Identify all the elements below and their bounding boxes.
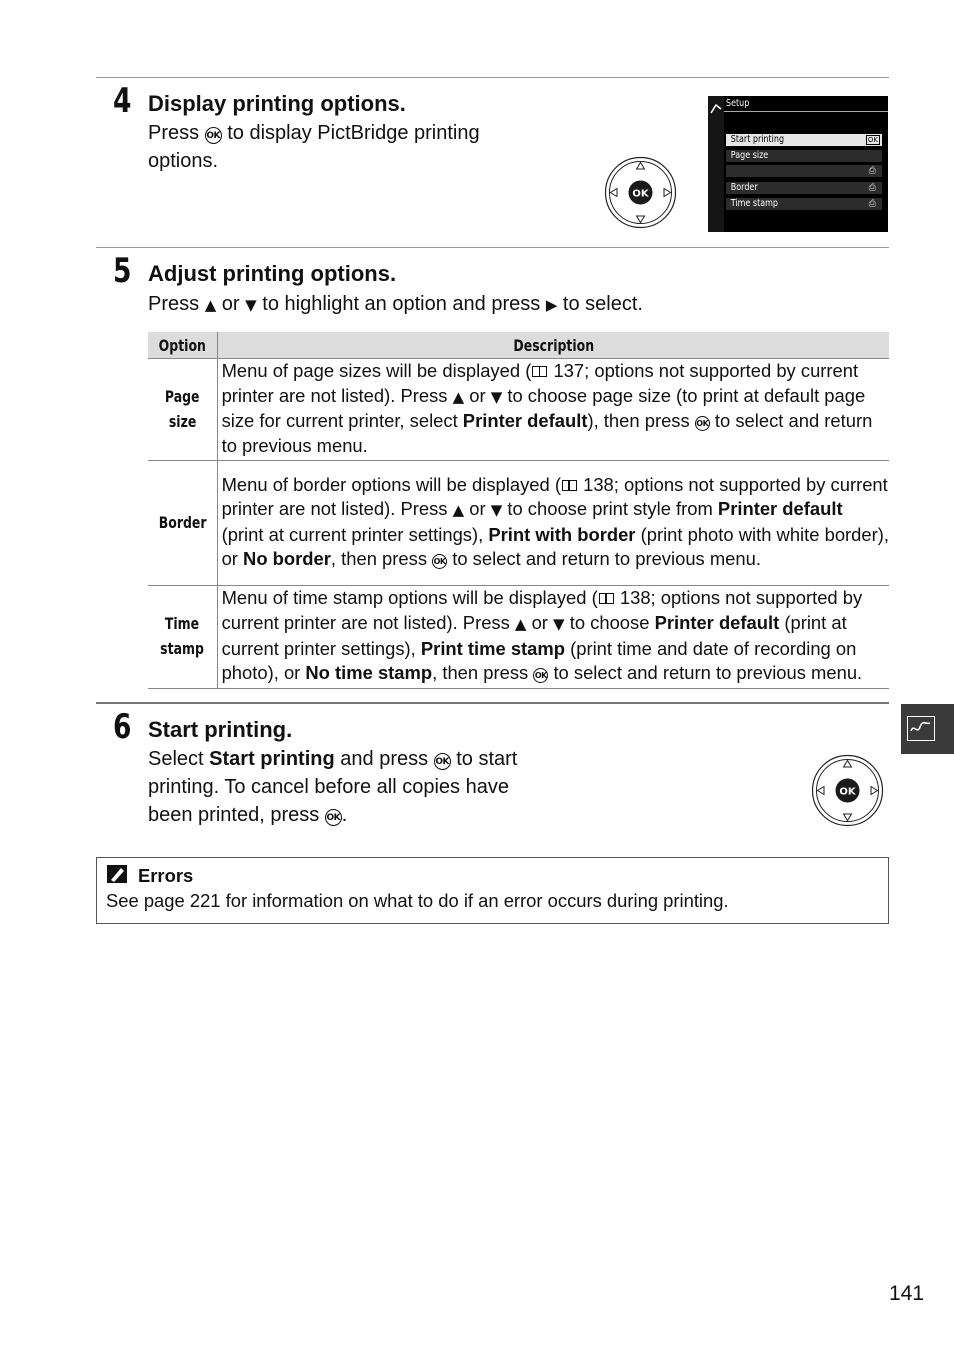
page-reference-icon [532,366,547,377]
svg-text:OK: OK [839,786,856,798]
ok-button-icon: OK [695,416,710,431]
ok-button-icon: OK [533,668,548,683]
up-arrow-icon: ▲ [452,501,465,520]
ok-button-icon: OK [432,554,447,569]
print-setting-icon: ⎙ [868,199,876,209]
section-divider [96,247,889,248]
step-title: Start printing. [148,717,293,742]
table-row [148,461,889,586]
page-reference-icon [599,593,614,604]
up-arrow-icon: ▲ [514,614,527,633]
camera-menu-header: Setup [726,98,750,109]
camera-menu-row: Page size [726,150,882,162]
ok-button-icon: OK [325,809,342,826]
step-body: Press ▲ or ▼ to highlight an option and press ▶ to select. [148,293,643,315]
option-name: Time stamp [148,586,217,688]
section-divider [96,702,889,704]
page-reference-icon [562,480,577,491]
page-number: 141 [889,1282,925,1305]
option-description: Menu of border options will be displayed ( 138; options not supported by current printer are not listed). Press ▲ or ▼ to choose print style from Printer default (print at current printer settings), Print with border (print photo with white border), or No border, then press OK to select and return to previous menu. [217,461,889,586]
table-row [148,359,889,461]
multi-selector-icon [604,156,677,229]
down-arrow-icon: ▼ [490,501,503,520]
up-arrow-icon: ▲ [452,387,465,406]
setup-menu-icon [708,100,724,116]
note-pencil-icon [107,865,127,883]
down-arrow-icon: ▼ [490,387,503,406]
svg-text:OK: OK [632,188,649,200]
table-row [148,586,889,688]
table-header-row [148,332,889,359]
ok-badge: OK [867,136,878,144]
errors-note [96,857,889,924]
note-body: See page 221 for information on what to do if an error occurs during printing. [106,890,729,911]
camera-menu-row: Border ⎙ [726,182,882,194]
down-arrow-icon: ▼ [245,296,257,314]
option-name: Border [148,461,217,586]
multi-selector-icon [811,754,884,827]
ok-button-icon: OK [205,127,222,144]
step-number: 6 [113,707,132,747]
step-title: Display printing options. [148,91,406,116]
column-header-option: Option [148,332,217,359]
camera-menu-row: Start printing OK [726,134,882,146]
ok-button-icon: OK [434,753,451,770]
step-title: Adjust printing options. [148,261,397,286]
column-header-description: Description [217,332,889,359]
printing-options-table [148,332,889,689]
note-title: Errors [138,865,194,886]
camera-setup-screen [708,96,888,232]
option-description: Menu of page sizes will be displayed ( 137; options not supported by current printer are not listed). Press ▲ or ▼ to choose page size (to print at default page size for current printer, select Printer default), then press OK to select and return to previous menu. [217,359,889,461]
chapter-tab [901,704,954,754]
step-number: 5 [113,251,132,291]
option-name: Page size [148,359,217,461]
step-body: Select Start printing and press OK to start printing. To cancel before all copies have been printed, press OK. [148,748,518,826]
option-description: Menu of time stamp options will be displayed ( 138; options not supported by current printer are not listed). Press ▲ or ▼ to choose Printer default (print at current printer settings), Print time stamp (print time and date of recording on photo), or No time stamp, then press OK to select and return to previous menu. [217,586,889,688]
up-arrow-icon: ▲ [204,296,217,314]
camera-menu-sidebar [708,96,724,232]
print-setting-icon: ⎙ [868,183,876,193]
down-arrow-icon: ▼ [553,614,565,633]
connection-icon [907,716,935,741]
step-body: Press OK to display PictBridge printing options. [148,122,480,172]
camera-menu-row [726,165,882,177]
right-arrow-icon: ▶ [545,296,558,314]
step-number: 4 [113,81,132,121]
print-setting-icon: ⎙ [868,166,876,176]
camera-menu-row: Time stamp ⎙ [726,198,882,210]
section-divider-top [96,77,889,78]
